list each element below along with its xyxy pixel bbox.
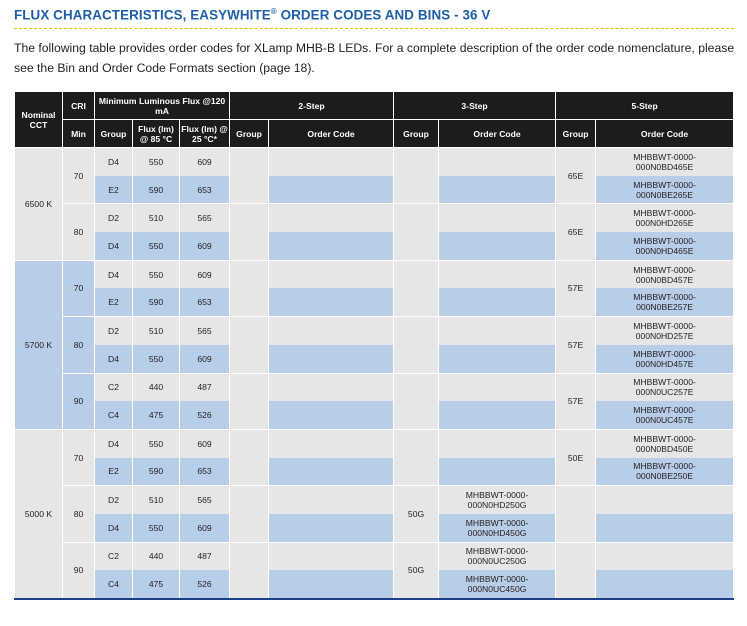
table-row xyxy=(15,260,734,288)
step2-order-code-cell xyxy=(269,176,394,204)
flux-85-cell: 590 xyxy=(133,458,180,486)
header-group: Group xyxy=(95,120,133,148)
step3-order-code-cell xyxy=(439,148,556,176)
step3-group-cell: 50G xyxy=(394,542,439,599)
header-flux-25: Flux (lm) @ 25 °C* xyxy=(180,120,230,148)
step2-order-code-cell xyxy=(269,204,394,232)
step2-order-code-cell xyxy=(269,486,394,514)
flux-85-cell: 550 xyxy=(133,429,180,457)
step3-order-code-cell xyxy=(439,288,556,316)
step2-order-code-cell xyxy=(269,458,394,486)
step5-order-code-cell: MHBBWT-0000- 000N0BD457E xyxy=(596,260,734,288)
flux-25-cell: 565 xyxy=(180,204,230,232)
step2-group-cell xyxy=(230,429,269,485)
group-cell: D4 xyxy=(95,514,133,542)
group-cell: D4 xyxy=(95,260,133,288)
step5-order-code-cell: MHBBWT-0000- 000N0BE257E xyxy=(596,288,734,316)
flux-85-cell: 510 xyxy=(133,317,180,345)
flux-85-cell: 510 xyxy=(133,204,180,232)
flux-85-cell: 475 xyxy=(133,401,180,429)
flux-25-cell: 565 xyxy=(180,317,230,345)
step3-order-code-cell xyxy=(439,345,556,373)
step5-group-cell: 57E xyxy=(556,317,596,373)
flux-85-cell: 550 xyxy=(133,514,180,542)
flux-25-cell: 609 xyxy=(180,260,230,288)
step2-order-code-cell xyxy=(269,514,394,542)
step3-group-cell xyxy=(394,260,439,316)
step5-group-cell: 65E xyxy=(556,148,596,204)
step3-order-code-cell: MHBBWT-0000- 000N0HD250G xyxy=(439,486,556,514)
header-min: Min xyxy=(63,120,95,148)
step2-group-cell xyxy=(230,317,269,373)
cri-cell: 70 xyxy=(63,260,95,316)
step3-order-code-cell xyxy=(439,458,556,486)
group-cell: E2 xyxy=(95,288,133,316)
step5-order-code-cell: MHBBWT-0000- 000N0HD257E xyxy=(596,317,734,345)
table-row xyxy=(15,542,734,570)
group-cell: E2 xyxy=(95,458,133,486)
group-cell: E2 xyxy=(95,176,133,204)
header-3-step: 3-Step xyxy=(394,92,556,120)
flux-85-cell: 475 xyxy=(133,570,180,599)
step3-order-code-cell xyxy=(439,401,556,429)
step5-group-cell: 57E xyxy=(556,260,596,316)
table-row xyxy=(15,373,734,401)
table-row xyxy=(15,570,734,599)
step2-order-code-cell xyxy=(269,232,394,260)
step2-order-code-cell xyxy=(269,401,394,429)
cct-cell: 5700 K xyxy=(15,260,63,429)
group-cell: D4 xyxy=(95,429,133,457)
table-row xyxy=(15,288,734,316)
step2-order-code-cell xyxy=(269,570,394,599)
step5-order-code-cell: MHBBWT-0000- 000N0BD465E xyxy=(596,148,734,176)
step2-order-code-cell xyxy=(269,288,394,316)
step3-order-code-cell xyxy=(439,429,556,457)
table-row xyxy=(15,401,734,429)
group-cell: D2 xyxy=(95,317,133,345)
header-2-step-order-code: Order Code xyxy=(269,120,394,148)
step5-group-cell xyxy=(556,486,596,542)
cct-cell: 6500 K xyxy=(15,148,63,261)
title-divider xyxy=(14,28,734,29)
header-2-step-group: Group xyxy=(230,120,269,148)
cri-cell: 80 xyxy=(63,317,95,373)
table-row xyxy=(15,148,734,176)
flux-85-cell: 550 xyxy=(133,148,180,176)
flux-25-cell: 609 xyxy=(180,345,230,373)
step2-group-cell xyxy=(230,486,269,542)
flux-25-cell: 653 xyxy=(180,176,230,204)
step3-order-code-cell xyxy=(439,204,556,232)
step3-group-cell xyxy=(394,204,439,260)
group-cell: C4 xyxy=(95,570,133,599)
step5-group-cell: 65E xyxy=(556,204,596,260)
step3-order-code-cell xyxy=(439,176,556,204)
step3-group-cell xyxy=(394,373,439,429)
flux-25-cell: 565 xyxy=(180,486,230,514)
step2-order-code-cell xyxy=(269,373,394,401)
header-5-step-order-code: Order Code xyxy=(596,120,734,148)
group-cell: C2 xyxy=(95,373,133,401)
step5-order-code-cell: MHBBWT-0000- 000N0UC457E xyxy=(596,401,734,429)
step5-order-code-cell: MHBBWT-0000- 000N0HD465E xyxy=(596,232,734,260)
step3-order-code-cell xyxy=(439,317,556,345)
step5-group-cell: 50E xyxy=(556,429,596,485)
step2-order-code-cell xyxy=(269,542,394,570)
header-3-step-group: Group xyxy=(394,120,439,148)
flux-25-cell: 487 xyxy=(180,542,230,570)
header-flux-85: Flux (lm) @ 85 °C xyxy=(133,120,180,148)
cri-cell: 90 xyxy=(63,373,95,429)
flux-85-cell: 510 xyxy=(133,486,180,514)
step3-order-code-cell xyxy=(439,260,556,288)
order-codes-table xyxy=(14,91,734,600)
step2-group-cell xyxy=(230,204,269,260)
step3-group-cell xyxy=(394,317,439,373)
header-2-step: 2-Step xyxy=(230,92,394,120)
step3-order-code-cell: MHBBWT-0000- 000N0UC450G xyxy=(439,570,556,599)
header-nominal-cct: Nominal CCT xyxy=(15,92,63,148)
step5-group-cell xyxy=(556,542,596,599)
step5-order-code-cell: MHBBWT-0000- 000N0BE250E xyxy=(596,458,734,486)
cri-cell: 70 xyxy=(63,148,95,204)
step5-order-code-cell: MHBBWT-0000- 000N0BE265E xyxy=(596,176,734,204)
cri-cell: 80 xyxy=(63,204,95,260)
group-cell: D4 xyxy=(95,232,133,260)
flux-25-cell: 487 xyxy=(180,373,230,401)
step2-order-code-cell xyxy=(269,260,394,288)
step5-order-code-cell xyxy=(596,514,734,542)
step5-order-code-cell xyxy=(596,542,734,570)
step2-order-code-cell xyxy=(269,317,394,345)
step2-group-cell xyxy=(230,148,269,204)
header-cri: CRI xyxy=(63,92,95,120)
table-row xyxy=(15,429,734,457)
flux-85-cell: 550 xyxy=(133,260,180,288)
flux-85-cell: 550 xyxy=(133,232,180,260)
cri-cell: 80 xyxy=(63,486,95,542)
header-5-step: 5-Step xyxy=(556,92,734,120)
intro-paragraph: The following table provides order codes for XLamp MHB-B LEDs. For a complete description of the order code nomenclature, please see the Bin and Order Code Formats section (page 18). xyxy=(14,41,735,75)
group-cell: D4 xyxy=(95,345,133,373)
page-title: FLUX CHARACTERISTICS, EASYWHITE® ORDER CODES AND BINS - 36 V xyxy=(14,7,491,23)
flux-25-cell: 609 xyxy=(180,514,230,542)
flux-25-cell: 609 xyxy=(180,232,230,260)
flux-25-cell: 653 xyxy=(180,288,230,316)
step5-order-code-cell: MHBBWT-0000- 000N0HD457E xyxy=(596,345,734,373)
step2-group-cell xyxy=(230,373,269,429)
table-row xyxy=(15,345,734,373)
step3-group-cell xyxy=(394,429,439,485)
flux-25-cell: 526 xyxy=(180,401,230,429)
step5-order-code-cell: MHBBWT-0000- 000N0UC257E xyxy=(596,373,734,401)
step2-group-cell xyxy=(230,542,269,599)
table-row xyxy=(15,486,734,514)
cri-cell: 90 xyxy=(63,542,95,599)
group-cell: C4 xyxy=(95,401,133,429)
flux-25-cell: 609 xyxy=(180,148,230,176)
step3-order-code-cell xyxy=(439,232,556,260)
table-row xyxy=(15,176,734,204)
step3-group-cell xyxy=(394,148,439,204)
step5-order-code-cell xyxy=(596,570,734,599)
flux-85-cell: 590 xyxy=(133,288,180,316)
group-cell: D2 xyxy=(95,486,133,514)
flux-85-cell: 440 xyxy=(133,373,180,401)
flux-85-cell: 590 xyxy=(133,176,180,204)
step3-order-code-cell: MHBBWT-0000- 000N0UC250G xyxy=(439,542,556,570)
flux-25-cell: 653 xyxy=(180,458,230,486)
step5-order-code-cell: MHBBWT-0000- 000N0BD450E xyxy=(596,429,734,457)
flux-25-cell: 526 xyxy=(180,570,230,599)
step3-order-code-cell: MHBBWT-0000- 000N0HD450G xyxy=(439,514,556,542)
table-row xyxy=(15,317,734,345)
step5-order-code-cell: MHBBWT-0000- 000N0HD265E xyxy=(596,204,734,232)
table-row xyxy=(15,458,734,486)
group-cell: D4 xyxy=(95,148,133,176)
step5-order-code-cell xyxy=(596,486,734,514)
cct-cell: 5000 K xyxy=(15,429,63,599)
step3-order-code-cell xyxy=(439,373,556,401)
group-cell: C2 xyxy=(95,542,133,570)
step2-order-code-cell xyxy=(269,345,394,373)
header-3-step-order-code: Order Code xyxy=(439,120,556,148)
flux-85-cell: 440 xyxy=(133,542,180,570)
header-min-flux: Minimum Luminous Flux @120 mA xyxy=(95,92,230,120)
step2-group-cell xyxy=(230,260,269,316)
step3-group-cell: 50G xyxy=(394,486,439,542)
step2-order-code-cell xyxy=(269,429,394,457)
flux-25-cell: 609 xyxy=(180,429,230,457)
flux-85-cell: 550 xyxy=(133,345,180,373)
group-cell: D2 xyxy=(95,204,133,232)
table-row xyxy=(15,232,734,260)
table-row xyxy=(15,514,734,542)
step2-order-code-cell xyxy=(269,148,394,176)
table-row xyxy=(15,204,734,232)
header-5-step-group: Group xyxy=(556,120,596,148)
cri-cell: 70 xyxy=(63,429,95,485)
step5-group-cell: 57E xyxy=(556,373,596,429)
